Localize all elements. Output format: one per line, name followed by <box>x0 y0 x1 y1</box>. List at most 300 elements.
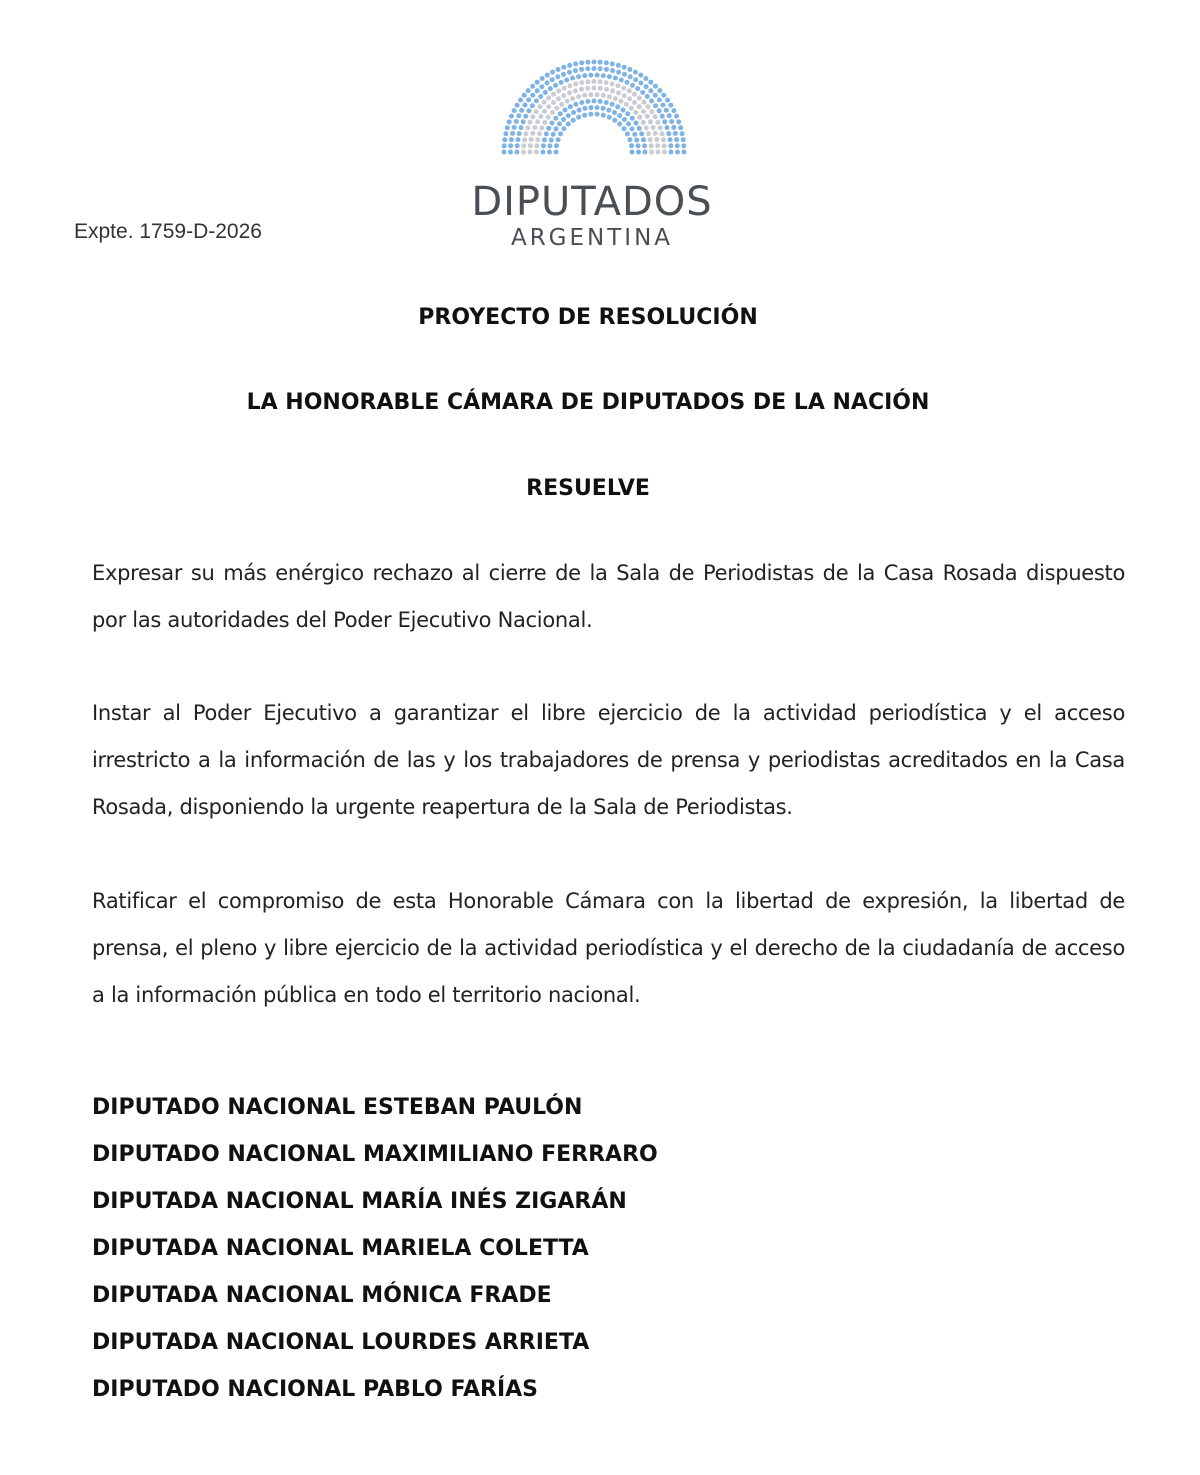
seat-dot <box>523 103 528 108</box>
seat-dot <box>601 113 606 118</box>
seat-dot <box>673 131 678 136</box>
seat-dot <box>502 150 507 155</box>
seat-dot <box>674 114 679 119</box>
seat-dot <box>598 66 603 71</box>
seat-dot <box>557 121 562 126</box>
logo-subtitle: ARGENTINA <box>510 225 674 251</box>
seat-dot <box>541 143 546 148</box>
seat-dot <box>592 60 597 65</box>
seat-dot <box>521 143 526 148</box>
seat-dot <box>546 104 551 109</box>
seat-dot <box>674 137 679 142</box>
seat-dot <box>637 115 642 120</box>
seat-dot <box>651 125 656 130</box>
seat-dot <box>561 72 566 77</box>
seat-dot <box>625 111 630 116</box>
seat-dot <box>636 143 641 148</box>
seat-dot <box>681 143 686 148</box>
chamber-logo <box>464 48 720 251</box>
resolution-paragraph-2: Instar al Poder Ejecutivo a garantizar el libre ejercicio de la actividad periodística y el acceso irrestricto a la información de las y los trabajadores de prensa y periodistas acreditados en la Casa Rosada, disponiendo la urgente reapertura de la Sala de Periodistas. <box>92 701 1125 819</box>
seat-dot <box>678 125 683 130</box>
seat-dot <box>644 84 649 89</box>
seat-dot <box>573 68 578 73</box>
seat-dot <box>553 83 558 88</box>
seat-dot <box>554 106 559 111</box>
seat-dot <box>508 143 513 148</box>
seat-dot <box>613 76 618 81</box>
seat-dot <box>592 99 597 104</box>
seat-dot <box>515 143 520 148</box>
seat-dot <box>546 126 551 131</box>
seat-dot <box>582 73 587 78</box>
seat-dot <box>522 137 527 142</box>
seat-dot <box>567 83 572 88</box>
seat-dot <box>665 98 670 103</box>
seat-dot <box>649 109 654 114</box>
seat-dot <box>545 73 550 78</box>
seat-dot <box>573 102 578 107</box>
seat-dot <box>601 106 606 111</box>
seat-dot <box>627 67 632 72</box>
seat-dot <box>554 126 559 131</box>
seat-dot <box>516 137 521 142</box>
seat-dot <box>601 93 606 98</box>
project-type-heading: PROYECTO DE RESOLUCIÓN <box>418 305 758 330</box>
seat-dot <box>588 73 593 78</box>
file-number: Expte. 1759-D-2026 <box>74 220 262 243</box>
seat-dot <box>582 113 587 118</box>
seat-dot <box>615 104 620 109</box>
signer: DIPUTADA NACIONAL MARÍA INÉS ZIGARÁN <box>92 1189 627 1214</box>
seat-dot <box>509 137 514 142</box>
seat-dot <box>589 105 594 110</box>
seat-dot <box>641 137 646 142</box>
seat-dot <box>551 132 556 137</box>
seat-dot <box>592 86 597 91</box>
seat-dot <box>507 119 512 124</box>
seat-dot <box>657 88 662 93</box>
signer: DIPUTADO NACIONAL MAXIMILIANO FERRARO <box>92 1142 658 1167</box>
seat-dot <box>538 114 543 119</box>
seat-dot <box>625 80 630 85</box>
seat-dot <box>604 80 609 85</box>
seat-dot <box>567 70 572 75</box>
seat-dot <box>664 108 669 113</box>
seat-dot <box>577 108 582 113</box>
seat-dot <box>579 80 584 85</box>
seat-dot <box>665 125 670 130</box>
seat-dot <box>646 104 651 109</box>
seat-dot <box>624 102 629 107</box>
seat-dot <box>570 96 575 101</box>
seat-dot <box>515 103 520 108</box>
seat-dot <box>666 131 671 136</box>
seat-dot <box>649 98 654 103</box>
seat-dot <box>579 100 584 105</box>
seat-dot <box>610 68 615 73</box>
seat-dot <box>502 137 507 142</box>
seat-dot <box>639 81 644 86</box>
seat-dot <box>629 106 634 111</box>
seat-dot <box>633 110 638 115</box>
seat-dot <box>681 137 686 142</box>
seat-dot <box>622 117 627 122</box>
seat-dot <box>545 81 550 86</box>
seat-dot <box>559 80 564 85</box>
seat-dot <box>630 150 635 155</box>
seat-dot <box>641 109 646 114</box>
seat-dot <box>653 131 658 136</box>
signers-list <box>92 1084 658 1413</box>
seat-dot <box>564 78 569 83</box>
seat-dot <box>634 138 639 143</box>
seat-dot <box>537 131 542 136</box>
seat-dot <box>515 150 520 155</box>
seat-dot <box>517 131 522 136</box>
seat-dot <box>610 81 615 86</box>
seat-dot <box>644 125 649 130</box>
seat-dot <box>570 76 575 81</box>
seat-dot <box>642 143 647 148</box>
seat-dot <box>637 104 642 109</box>
seat-dot <box>639 131 644 136</box>
seat-dot <box>567 63 572 68</box>
seat-dot <box>656 150 661 155</box>
seat-dot <box>627 88 632 93</box>
seat-dot <box>671 108 676 113</box>
seat-dot <box>671 125 676 130</box>
seat-dot <box>528 120 533 125</box>
seat-dot <box>622 65 627 70</box>
seat-dot <box>630 83 635 88</box>
seat-dot <box>667 113 672 118</box>
seat-dot <box>576 94 581 99</box>
seat-dot <box>610 102 615 107</box>
seat-dot <box>661 93 666 98</box>
seat-dot <box>634 121 639 126</box>
seat-dot <box>512 108 517 113</box>
seat-dot <box>566 122 571 127</box>
seat-dot <box>544 131 549 136</box>
seat-dot <box>592 79 597 84</box>
seat-dot <box>556 67 561 72</box>
seat-dot <box>604 60 609 65</box>
seat-dot <box>526 88 531 93</box>
resolves-heading: RESUELVE <box>526 476 650 501</box>
seat-dot <box>592 66 597 71</box>
seat-dot <box>532 125 537 130</box>
seat-dot <box>550 110 555 115</box>
seat-dot <box>669 119 674 124</box>
seat-dot <box>542 120 547 125</box>
resolution-paragraph-3: Ratificar el compromiso de esta Honorable Cámara con la libertad de expresión, la libertad de prensa, el pleno y libre ejercicio de la actividad periodística y el derecho de la ciudadanía de acceso a la información pública en todo el territorio nacional. <box>92 889 1125 1007</box>
seat-dot <box>617 113 622 118</box>
seat-dot <box>622 126 627 131</box>
seat-dot <box>546 115 551 120</box>
seat-dot <box>512 125 517 130</box>
seat-dot <box>630 126 635 131</box>
seat-dot <box>502 143 507 148</box>
seat-dot <box>558 131 563 136</box>
seat-dot <box>632 132 637 137</box>
seat-dot <box>571 118 576 123</box>
seat-dot <box>637 126 642 131</box>
seat-dot <box>682 150 687 155</box>
seat-dot <box>668 103 673 108</box>
seat-dot <box>579 60 584 65</box>
seat-dot <box>567 90 572 95</box>
seat-dot <box>598 79 603 84</box>
seat-dot <box>607 94 612 99</box>
seat-dot <box>658 125 663 130</box>
seat-dot <box>648 80 653 85</box>
seat-dot <box>607 74 612 79</box>
seat-dot <box>675 143 680 148</box>
seat-dot <box>579 87 584 92</box>
seat-dot <box>540 76 545 81</box>
seat-dot <box>607 115 612 120</box>
seat-dot <box>561 93 566 98</box>
seat-dot <box>668 143 673 148</box>
seat-dot <box>612 118 617 123</box>
seat-dot <box>588 92 593 97</box>
seat-dot <box>595 112 600 117</box>
seat-dot <box>525 125 530 130</box>
seat-dot <box>616 70 621 75</box>
signer: DIPUTADA NACIONAL MARIELA COLETTA <box>92 1236 589 1261</box>
seat-dot <box>534 109 539 114</box>
seat-dot <box>530 103 535 108</box>
seat-dot <box>551 92 556 97</box>
seat-dot <box>542 109 547 114</box>
seat-dot <box>632 92 637 97</box>
chamber-heading: LA HONORABLE CÁMARA DE DIPUTADOS DE LA NACIÓN <box>246 390 930 415</box>
seat-dot <box>573 61 578 66</box>
signer: DIPUTADA NACIONAL LOURDES ARRIETA <box>92 1330 590 1355</box>
seat-dot <box>576 74 581 79</box>
seat-dot <box>555 74 560 79</box>
seat-dot <box>539 84 544 89</box>
seat-dot <box>657 97 662 102</box>
seat-dot <box>627 96 632 101</box>
seat-dot <box>675 150 680 155</box>
seat-dot <box>653 114 658 119</box>
seat-dot <box>563 108 568 113</box>
seat-dot <box>654 137 659 142</box>
seat-dot <box>604 100 609 105</box>
signer: DIPUTADO NACIONAL PABLO FARÍAS <box>92 1377 538 1402</box>
seat-dot <box>606 108 611 113</box>
seat-dot <box>503 131 508 136</box>
seat-dot <box>521 150 526 155</box>
seat-dot <box>550 121 555 126</box>
seat-dot <box>641 120 646 125</box>
seat-dot <box>646 131 651 136</box>
seat-dot <box>530 114 535 119</box>
seat-dot <box>585 86 590 91</box>
seat-dot <box>542 137 547 142</box>
seat-dot <box>676 119 681 124</box>
seat-dot <box>573 88 578 93</box>
seat-dot <box>640 90 645 95</box>
seat-dot <box>598 60 603 65</box>
seat-dot <box>616 63 621 68</box>
seat-dot <box>548 86 553 91</box>
seat-dot <box>535 137 540 142</box>
signer: DIPUTADO NACIONAL ESTEBAN PAULÓN <box>92 1095 583 1120</box>
seat-dot <box>550 77 555 82</box>
seat-dot <box>538 104 543 109</box>
seat-dot <box>595 73 600 78</box>
seat-dot <box>546 96 551 101</box>
seat-dot <box>662 143 667 148</box>
seat-dot <box>565 99 570 104</box>
seat-dot <box>633 77 638 82</box>
seat-dot <box>626 121 631 126</box>
seat-dot <box>657 108 662 113</box>
seat-dot <box>582 106 587 111</box>
seat-dot <box>526 97 531 102</box>
seat-dot <box>619 78 624 83</box>
seat-dot <box>648 119 653 124</box>
seat-dot <box>514 119 519 124</box>
seat-dot <box>636 150 641 155</box>
seat-dot <box>638 73 643 78</box>
seat-dot <box>568 104 573 109</box>
seat-dot <box>621 108 626 113</box>
seat-dot <box>661 137 666 142</box>
seat-dot <box>551 100 556 105</box>
seat-dot <box>510 131 515 136</box>
seat-dot <box>562 126 567 131</box>
seat-dot <box>508 150 513 155</box>
seat-dot <box>645 94 650 99</box>
seat-dot <box>523 114 528 119</box>
seat-dot <box>668 137 673 142</box>
seat-dot <box>530 93 535 98</box>
seat-dot <box>509 114 514 119</box>
seat-dot <box>553 116 558 121</box>
seat-dot <box>535 80 540 85</box>
seat-dot <box>554 150 559 155</box>
seat-dot <box>543 90 548 95</box>
seat-dot <box>556 137 561 142</box>
seat-dot <box>534 143 539 148</box>
seat-dot <box>617 122 622 127</box>
seat-dot <box>612 110 617 115</box>
seat-dot <box>630 116 635 121</box>
seat-dot <box>595 105 600 110</box>
seat-dot <box>556 96 561 101</box>
seat-dot <box>610 88 615 93</box>
seat-dot <box>585 79 590 84</box>
seat-dot <box>562 86 567 91</box>
seat-dot <box>588 112 593 117</box>
seat-dot <box>526 108 531 113</box>
seat-dot <box>648 137 653 142</box>
seat-dot <box>547 143 552 148</box>
seat-dot <box>556 88 561 93</box>
seat-dot <box>566 113 571 118</box>
seat-dot <box>661 103 666 108</box>
seat-dot <box>516 113 521 118</box>
seat-dot <box>645 114 650 119</box>
seat-dot <box>635 86 640 91</box>
seat-dot <box>582 93 587 98</box>
seat-dot <box>613 96 618 101</box>
seat-dot <box>604 87 609 92</box>
seat-dot <box>534 98 539 103</box>
seat-dot <box>529 137 534 142</box>
seat-dot <box>648 88 653 93</box>
seat-dot <box>604 67 609 72</box>
seat-dot <box>655 143 660 148</box>
hemicycle-icon <box>499 52 689 162</box>
seat-dot <box>539 125 544 130</box>
seat-dot <box>542 100 547 105</box>
seat-dot <box>618 99 623 104</box>
seat-dot <box>535 88 540 93</box>
seat-dot <box>579 67 584 72</box>
seat-dot <box>649 150 654 155</box>
seat-dot <box>633 70 638 75</box>
seat-dot <box>585 66 590 71</box>
seat-dot <box>549 138 554 143</box>
seat-dot <box>534 150 539 155</box>
seat-dot <box>643 150 648 155</box>
seat-dot <box>547 150 552 155</box>
seat-dot <box>528 143 533 148</box>
seat-dot <box>559 102 564 107</box>
seat-dot <box>554 143 559 148</box>
seat-dot <box>616 83 621 88</box>
signer: DIPUTADA NACIONAL MÓNICA FRADE <box>92 1283 552 1308</box>
seat-dot <box>622 72 627 77</box>
seat-dot <box>550 70 555 75</box>
seat-dot <box>538 94 543 99</box>
seat-dot <box>632 100 637 105</box>
seat-dot <box>622 93 627 98</box>
seat-dot <box>662 119 667 124</box>
seat-dot <box>610 61 615 66</box>
seat-dot <box>571 110 576 115</box>
seat-dot <box>595 92 600 97</box>
seat-dot <box>616 90 621 95</box>
seat-dot <box>641 100 646 105</box>
seat-dot <box>628 74 633 79</box>
seat-dot <box>521 119 526 124</box>
seat-dot <box>519 125 524 130</box>
logo-title: DIPUTADOS <box>471 179 713 225</box>
seat-dot <box>561 117 566 122</box>
seat-dot <box>585 60 590 65</box>
seat-dot <box>528 150 533 155</box>
seat-dot <box>535 119 540 124</box>
seat-dot <box>541 150 546 155</box>
seat-dot <box>598 99 603 104</box>
resolution-paragraph-1: Expresar su más enérgico rechazo al cierre de la Sala de Periodistas de la Casa Rosada dispuesto por las autoridades del Poder Ejecutivo Nacional. <box>92 561 1125 632</box>
seat-dot <box>523 131 528 136</box>
seat-dot <box>601 73 606 78</box>
seat-dot <box>505 125 510 130</box>
seat-dot <box>669 150 674 155</box>
seat-dot <box>573 81 578 86</box>
seat-dot <box>627 137 632 142</box>
seat-dot <box>629 143 634 148</box>
seat-dot <box>662 150 667 155</box>
seat-dot <box>653 103 658 108</box>
seat-dot <box>518 98 523 103</box>
